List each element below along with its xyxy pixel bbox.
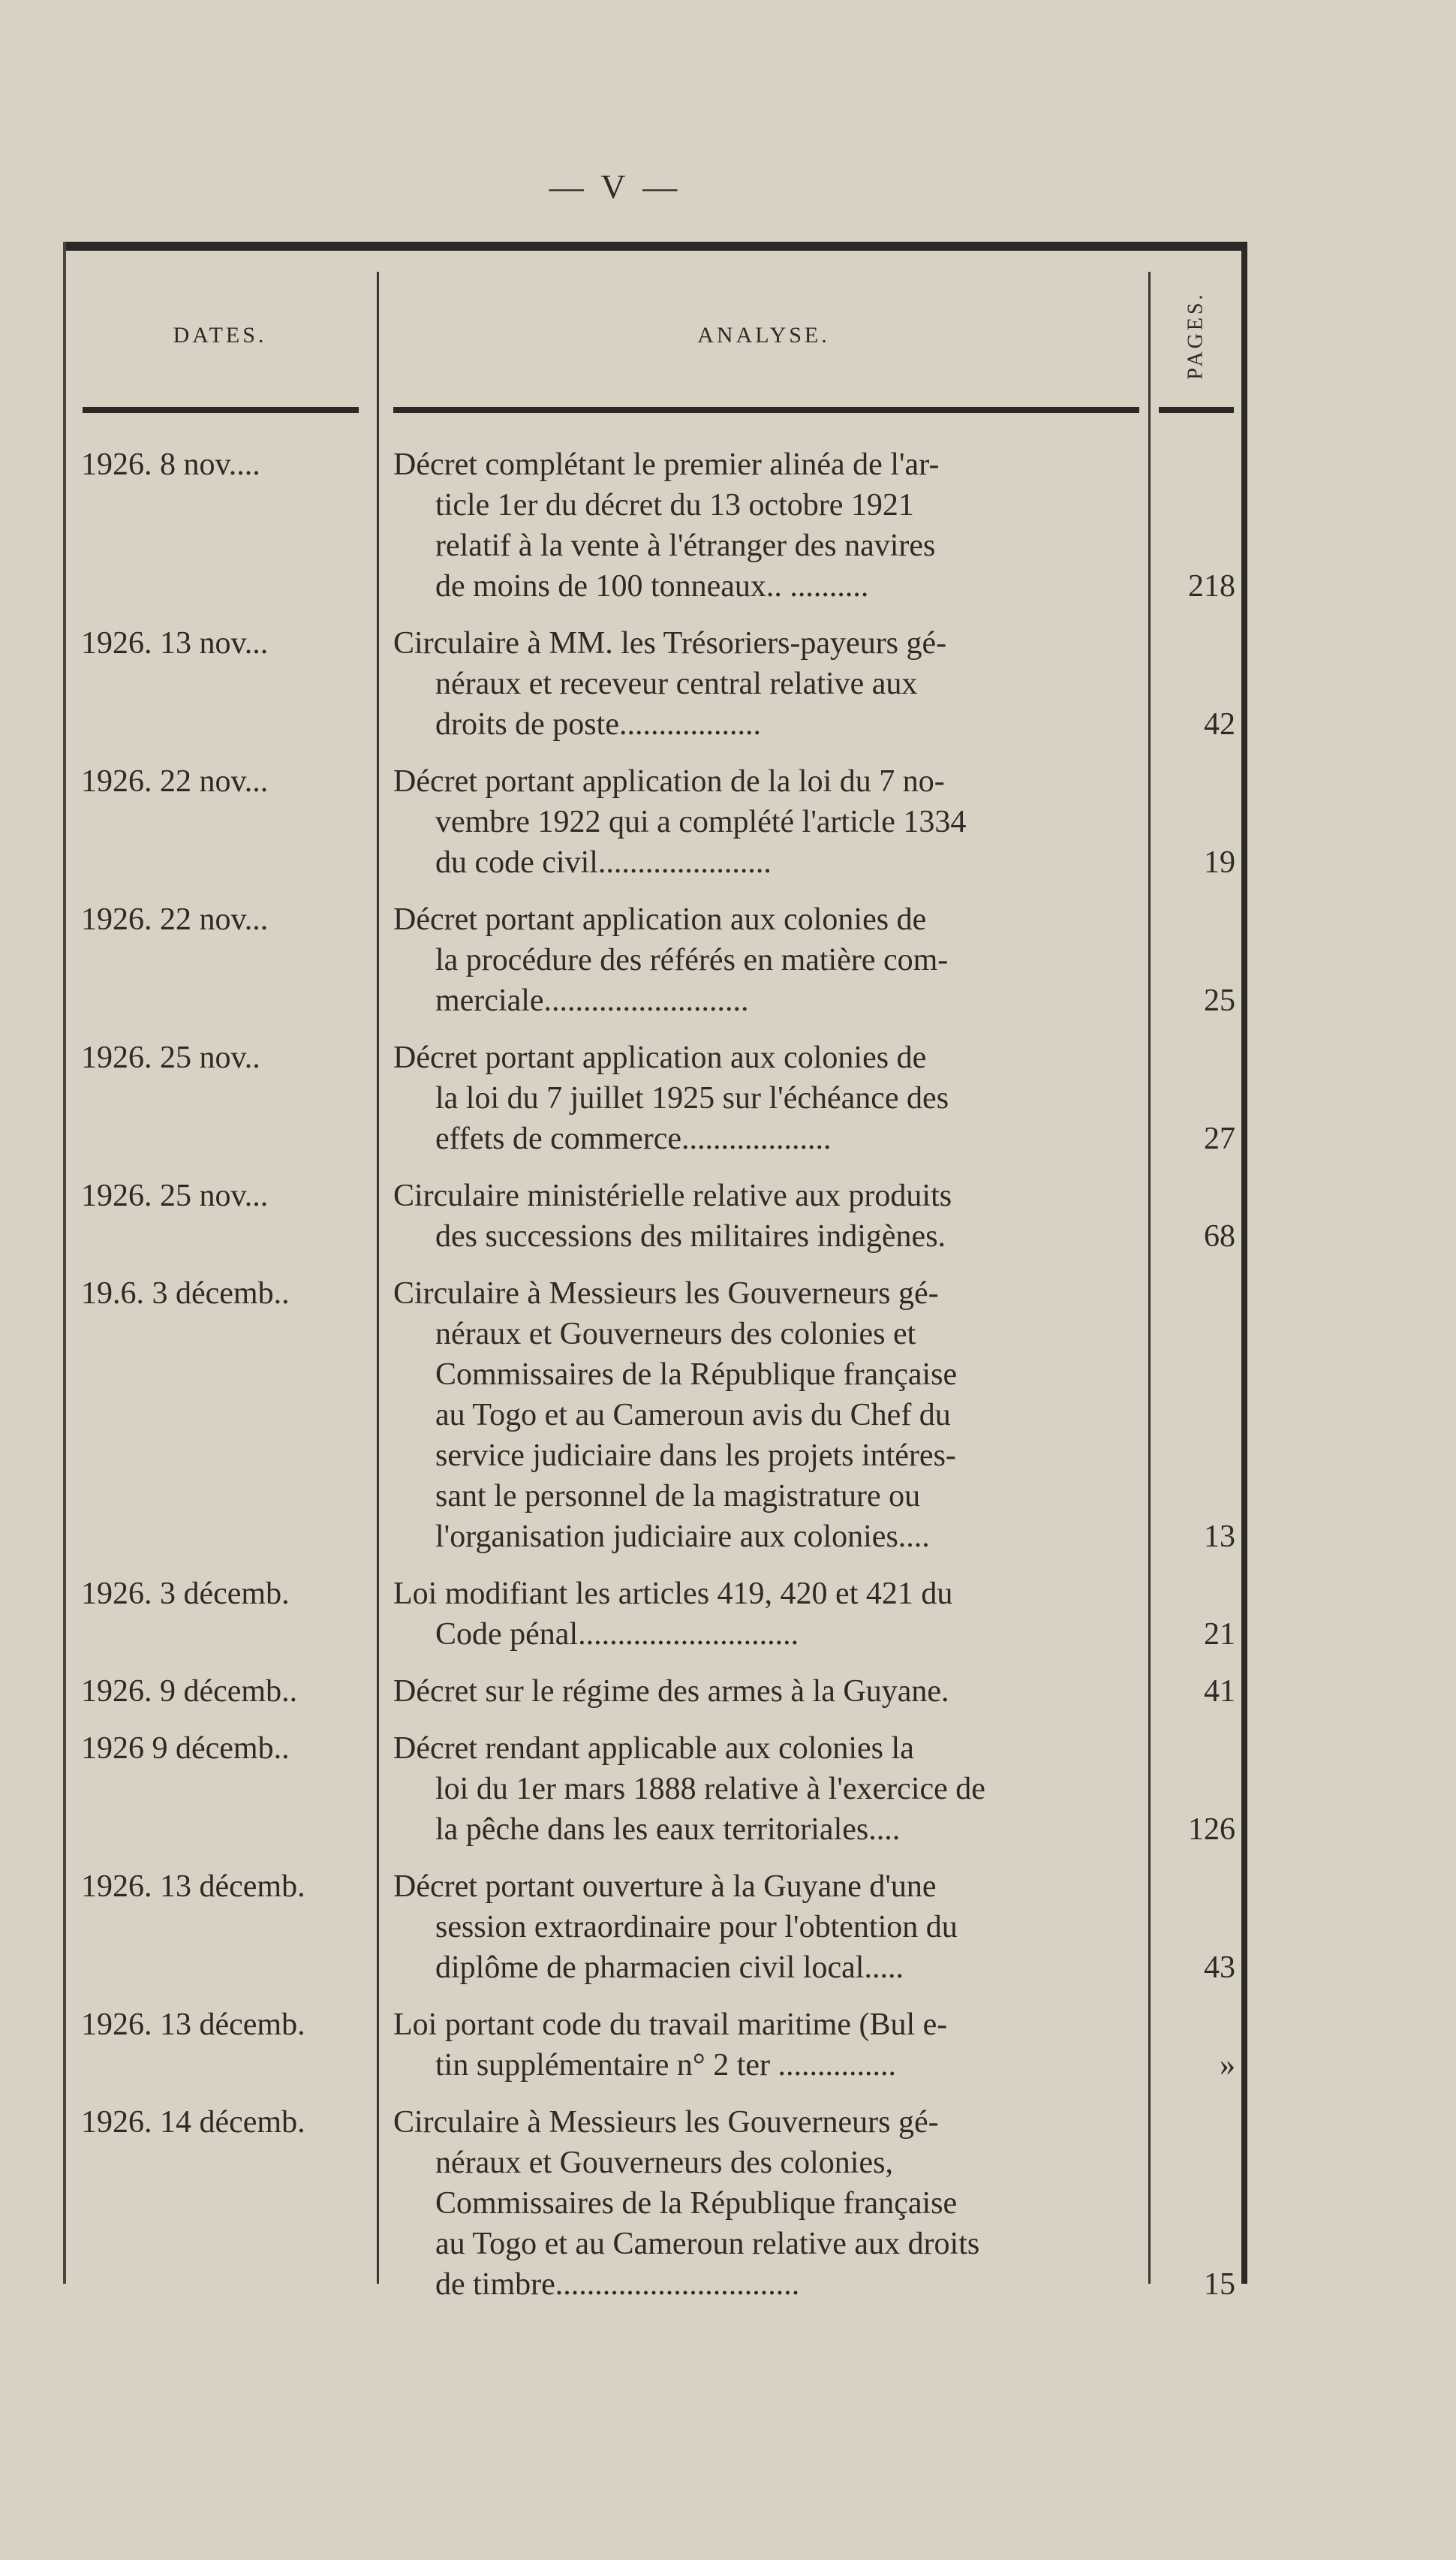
analysis-line: Décret portant application aux colonies de — [393, 902, 927, 937]
entry-analysis — [393, 899, 1136, 1021]
analysis-line: tin supplémentaire n° 2 ter ............... — [435, 2048, 897, 2083]
analysis-line: session extraordinaire pour l'obtention du — [435, 1910, 958, 1944]
analysis-line: droits de poste.................. — [435, 707, 761, 742]
entry-analysis — [393, 1273, 1136, 1557]
analysis-line: loi du 1er mars 1888 relative à l'exercice de — [435, 1772, 985, 1806]
entry-analysis — [393, 2004, 1136, 2086]
entry-page-number: 15 — [1204, 2267, 1235, 2302]
entry-date: 1926. 22 nov... — [81, 902, 269, 937]
entry-date: 1926. 22 nov... — [81, 764, 269, 799]
header-rule-analyse — [393, 407, 1139, 413]
entry-page-number: 68 — [1204, 1219, 1235, 1254]
analysis-line: de timbre............................... — [435, 2267, 800, 2302]
entry-page-number: 19 — [1204, 845, 1235, 880]
entry-page-number: 27 — [1204, 1122, 1235, 1156]
analysis-line: la pêche dans les eaux territoriales.... — [435, 1812, 901, 1847]
entry-page-number: » — [1220, 2048, 1235, 2083]
analysis-line: Loi modifiant les articles 419, 420 et 421 du — [393, 1577, 953, 1611]
analysis-line: Décret portant application aux colonies de — [393, 1041, 927, 1075]
analysis-line: Décret rendant applicable aux colonies la — [393, 1731, 914, 1766]
table-top-rule — [63, 242, 1247, 251]
analysis-line: de moins de 100 tonneaux.. .......... — [435, 569, 869, 604]
analysis-line: diplôme de pharmacien civil local..... — [435, 1950, 904, 1985]
analysis-line: Circulaire ministérielle relative aux produits — [393, 1179, 952, 1213]
analysis-line: Circulaire à MM. les Trésoriers-payeurs gé- — [393, 626, 947, 661]
analysis-line: Commissaires de la République française — [435, 1357, 958, 1392]
entry-date: 1926. 13 nov... — [81, 626, 269, 661]
entry-page-number: 41 — [1204, 1674, 1235, 1709]
entry-page-number: 25 — [1204, 983, 1235, 1018]
analysis-line: Code pénal............................ — [435, 1617, 799, 1652]
analysis-line: ticle 1er du décret du 13 octobre 1921 — [435, 488, 914, 523]
analysis-line: l'organisation judiciaire aux colonies.... — [435, 1519, 930, 1554]
analysis-line: néraux et Gouverneurs des colonies, — [435, 2146, 893, 2180]
entry-date: 1926. 13 décemb. — [81, 1869, 305, 1904]
entry-analysis — [393, 1574, 1136, 1655]
entry-analysis — [393, 623, 1136, 745]
entry-date: 1926. 8 nov.... — [81, 447, 260, 482]
entry-page-number: 126 — [1188, 1812, 1235, 1847]
header-rule-pages — [1159, 407, 1234, 413]
entry-date: 1926. 25 nov.. — [81, 1041, 260, 1075]
analysis-line: Circulaire à Messieurs les Gouverneurs gé- — [393, 1276, 939, 1311]
header-pages-label: PAGES. — [1184, 291, 1208, 380]
header-rule-dates — [83, 407, 359, 413]
analysis-line: Circulaire à Messieurs les Gouverneurs gé- — [393, 2105, 939, 2140]
analysis-line: relatif à la vente à l'étranger des navires — [435, 529, 936, 563]
table-right-rule — [1241, 242, 1247, 2284]
analysis-line: merciale.......................... — [435, 983, 749, 1018]
table-left-rule — [63, 242, 66, 2284]
header-analyse: ANALYSE. — [697, 323, 830, 348]
analysis-line: Décret sur le régime des armes à la Guyane. — [393, 1674, 949, 1709]
entry-page-number: 43 — [1204, 1950, 1235, 1985]
index-table — [63, 242, 1247, 2302]
page-number: — V — — [549, 167, 682, 206]
entry-analysis — [393, 761, 1136, 883]
entry-analysis — [393, 1728, 1136, 1850]
entry-analysis — [393, 444, 1136, 607]
entry-analysis — [393, 2102, 1136, 2305]
analysis-line: néraux et receveur central relative aux — [435, 667, 918, 701]
analysis-line: Décret portant application de la loi du 7 no- — [393, 764, 945, 799]
entry-date: 1926. 9 décemb.. — [81, 1674, 298, 1709]
header-pages — [1151, 272, 1241, 399]
analysis-line: au Togo et au Cameroun relative aux droits — [435, 2227, 980, 2261]
entry-page-number: 42 — [1204, 707, 1235, 742]
entry-date: 1926 9 décemb.. — [81, 1731, 290, 1766]
entry-date: 1926. 3 décemb. — [81, 1577, 290, 1611]
entry-date: 1926. 13 décemb. — [81, 2007, 305, 2042]
entry-date: 1926. 14 décemb. — [81, 2105, 305, 2140]
analysis-line: Décret complétant le premier alinéa de l'ar- — [393, 447, 940, 482]
analysis-line: la loi du 7 juillet 1925 sur l'échéance des — [435, 1081, 949, 1116]
header-dates: DATES. — [173, 323, 267, 348]
analysis-line: Loi portant code du travail maritime (Bul e- — [393, 2007, 948, 2042]
analysis-line: vembre 1922 qui a complété l'article 1334 — [435, 805, 967, 839]
column-divider-dates — [377, 272, 379, 2284]
analysis-line: la procédure des référés en matière com- — [435, 943, 949, 977]
analysis-line: effets de commerce................... — [435, 1122, 832, 1156]
entry-analysis — [393, 1671, 1136, 1712]
analysis-line: Décret portant ouverture à la Guyane d'une — [393, 1869, 937, 1904]
entry-analysis — [393, 1038, 1136, 1159]
entry-page-number: 13 — [1204, 1519, 1235, 1554]
entry-date: 19.6. 3 décemb.. — [81, 1276, 290, 1311]
entry-date: 1926. 25 nov... — [81, 1179, 269, 1213]
analysis-line: sant le personnel de la magistrature ou — [435, 1479, 921, 1513]
analysis-line: du code civil...................... — [435, 845, 772, 880]
analysis-line: Commissaires de la République française — [435, 2186, 958, 2221]
analysis-line: des successions des militaires indigènes. — [435, 1219, 946, 1254]
analysis-line: néraux et Gouverneurs des colonies et — [435, 1317, 916, 1351]
column-divider-pages — [1148, 272, 1151, 2284]
analysis-line: service judiciaire dans les projets intéres- — [435, 1438, 956, 1473]
entry-page-number: 218 — [1188, 569, 1235, 604]
entry-page-number: 21 — [1204, 1617, 1235, 1652]
analysis-line: au Togo et au Cameroun avis du Chef du — [435, 1398, 951, 1432]
entry-analysis — [393, 1176, 1136, 1257]
entry-analysis — [393, 1866, 1136, 1988]
